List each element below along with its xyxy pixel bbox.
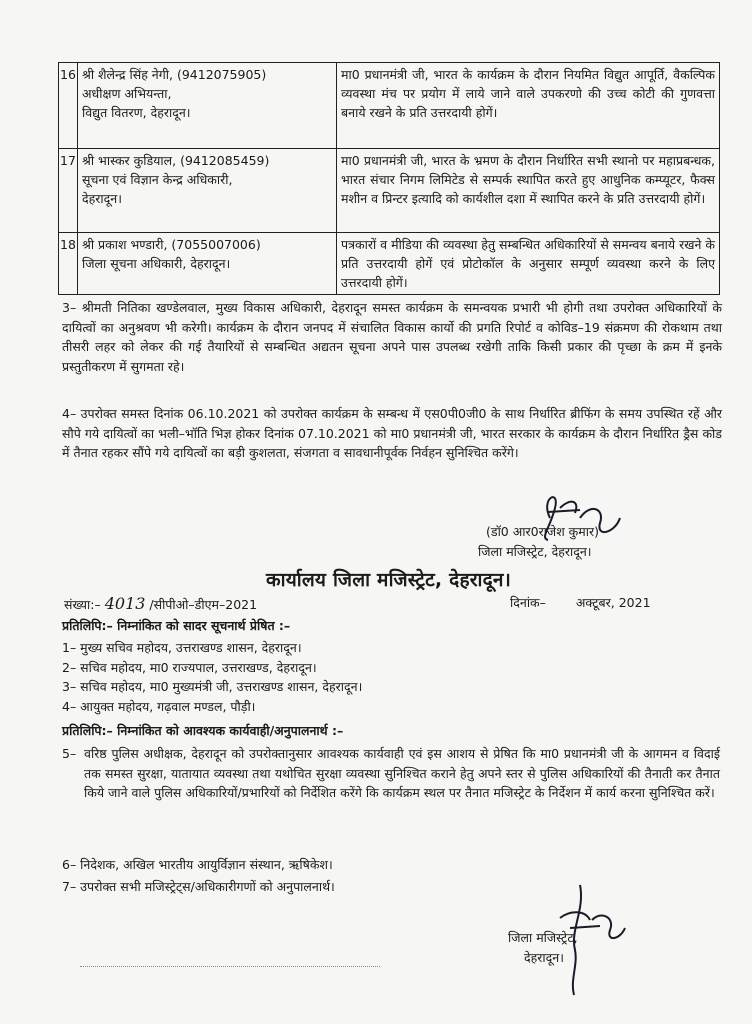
- list-item: वरिष्ठ पुलिस अधीक्षक, देहरादून को उपरोक्तानुसार आवश्यक कार्यवाही एवं इस आशय से प्रेषित कि मा0 प्रधानमंत्री जी के आगमन व विदाई तक समस्त सुरक्षा, यातायात व्यवस्था तथा यथोचित सुरक्षा व्यवस्था सुनिश्चित कराने हेतु अपने स्तर से पुलिस अधिकारियों की तैनाती कर तैनात किये जाने वाले पुलिस अधिकारियों/प्रभारियों को निर्देशित करेंगे कि कार्यक्रम स्थल पर तैनात मजिस्ट्रेट के निर्देशन में कार्य करना सुनिश्चित करें।: [84, 746, 720, 800]
- row-number: 18: [59, 233, 78, 295]
- officer-cell: श्री प्रकाश भण्डारी, (7055007006) जिला सूचना अधिकारी, देहरादून।: [78, 233, 337, 295]
- date-value: अक्टूबर, 2021: [575, 595, 651, 610]
- table-row: [59, 149, 720, 233]
- copy-heading-action: प्रतिलिपि:– निम्नांकित को आवश्यक कार्यवाही/अनुपालनार्थ :–: [62, 723, 344, 738]
- list-item: 3– सचिव महोदय, मा0 मुख्यमंत्री जी, उत्तराखण्ड शासन, देहरादून।: [62, 679, 363, 694]
- signatory-title-2: जिला मजिस्ट्रेट,: [508, 930, 578, 945]
- ref-suffix: /सीपीओ–डीएम–2021: [149, 597, 258, 612]
- list-item: 2– सचिव महोदय, मा0 राज्यपाल, उत्तराखण्ड, देहरादून।: [62, 659, 317, 675]
- list-item: 4– आयुक्त महोदय, गढ़वाल मण्डल, पौड़ी।: [62, 698, 256, 714]
- divider: [80, 966, 380, 967]
- date-line: [510, 594, 651, 611]
- list-number: 5–: [62, 746, 77, 761]
- list-item: 1– मुख्य सचिव महोदय, उत्तराखण्ड शासन, देहरादून।: [62, 640, 302, 655]
- duty-table: [58, 62, 720, 295]
- signatory-city-2: देहरादून।: [524, 950, 564, 965]
- copy-list-info: [62, 638, 362, 716]
- signatory-title: जिला मजिस्ट्रेट, देहरादून।: [478, 544, 592, 559]
- reference-line: [64, 594, 257, 613]
- table-row: [59, 233, 720, 295]
- date-label: दिनांक–: [510, 595, 546, 610]
- duty-cell: मा0 प्रधानमंत्री जी, भारत के भ्रमण के दौरान निर्धारित सभी स्थानो पर महाप्रबन्धक, भारत संचार निगम लिमिटेड से सम्पर्क स्थापित करते हुए आधुनिक कम्प्यूटर, फैक्स मशीन व प्रिन्टर इत्यादि को कार्यशील दशा में स्थापित करने के प्रति उत्तरदायी होगें।: [337, 149, 720, 233]
- list-item: 7– उपरोक्त सभी मजिस्ट्रेट्स/अधिकारीगणों को अनुपालनार्थ।: [62, 879, 335, 894]
- officer-cell: श्री भास्कर कुडियाल, (9412085459) सूचना एवं विज्ञान केन्द्र अधिकारी, देहरादून।: [78, 149, 337, 233]
- ref-label: संख्या:–: [64, 597, 101, 612]
- list-item: 6– निदेशक, अखिल भारतीय आयुर्विज्ञान संस्थान, ऋषिकेश।: [62, 857, 333, 872]
- row-number: 17: [59, 149, 78, 233]
- paragraph-3: 3– श्रीमती नितिका खण्डेलवाल, मुख्य विकास अधिकारी, देहरादून समस्त कार्यक्रम के समन्वयक प्रभारी भी होगी तथा उपरोक्त अधिकारियों के दायित्वों का अनुश्रवण भी करेगी। कार्यक्रम के दौरान जनपद में संचालित विकास कार्यो की प्रगति रिपोर्ट व कोविड–19 संक्रमण की रोकथाम तथा तीसरी लहर को लेकर की गई तैयारियों से सम्बन्धित अद्यतन सूचना अपने पास उपलब्ध रखेगी ताकि किसी प्रकार की पृच्छा के क्रम में इनके प्रस्तुतीकरण में सुगमता रहे।: [62, 300, 722, 374]
- paragraph-4: 4– उपरोक्त समस्त दिनांक 06.10.2021 को उपरोक्त कार्यक्रम के सम्बन्ध में एस0पी0जी0 के साथ निर्धारित ब्रीफिंग के समय उपस्थित रहें और सौपे गये दायित्वों का भली–भॉति भिज्ञ होकर दिनांक 07.10.2021 को मा0 प्रधानमंत्री जी, भारत सरकार के कार्यक्रम के दौरान निर्धारित ड्रैस कोड में तैनात रहकर सौंपे गये दायित्वों का बड़ी कुशलता, संजगता व सावधानीपूर्वक निर्वहन सुनिश्चित करेंगे।: [62, 406, 722, 460]
- copy-heading-info: प्रतिलिपि:– निम्नांकित को सादर सूचनार्थ प्रेषित :–: [62, 618, 291, 633]
- ref-number: 4013: [104, 594, 146, 613]
- officer-cell: श्री शैलेन्द्र सिंह नेगी, (9412075905) अधीक्षण अभियन्ता, विद्युत वितरण, देहरादून।: [78, 63, 337, 149]
- office-title: कार्यालय जिला मजिस्ट्रेट, देहरादून।: [266, 569, 512, 591]
- duty-cell: पत्रकारों व मीडिया की व्यवस्था हेतु सम्बन्धित अधिकारियों से समन्वय बनाये रखने के प्रति उत्तरदायी होगें एवं प्रोटोकॉल के अनुसार सम्पूर्ण व्यवस्था करने के लिए उत्तरदायी होगें।: [337, 233, 720, 295]
- row-number: 16: [59, 63, 78, 149]
- signatory-name: (डॉ0 आर0राजेश कुमार): [486, 524, 599, 539]
- table-row: [59, 63, 720, 149]
- duty-cell: मा0 प्रधानमंत्री जी, भारत के कार्यक्रम के दौरान नियमित विद्युत आपूर्ति, वैकल्पिक व्यवस्था मंच पर प्रयोग में लाये जाने वाले उपकरणो की उच्च कोटी की गुणवत्ता बनाये रखने के प्रति उत्तरदायी होगें।: [337, 63, 720, 149]
